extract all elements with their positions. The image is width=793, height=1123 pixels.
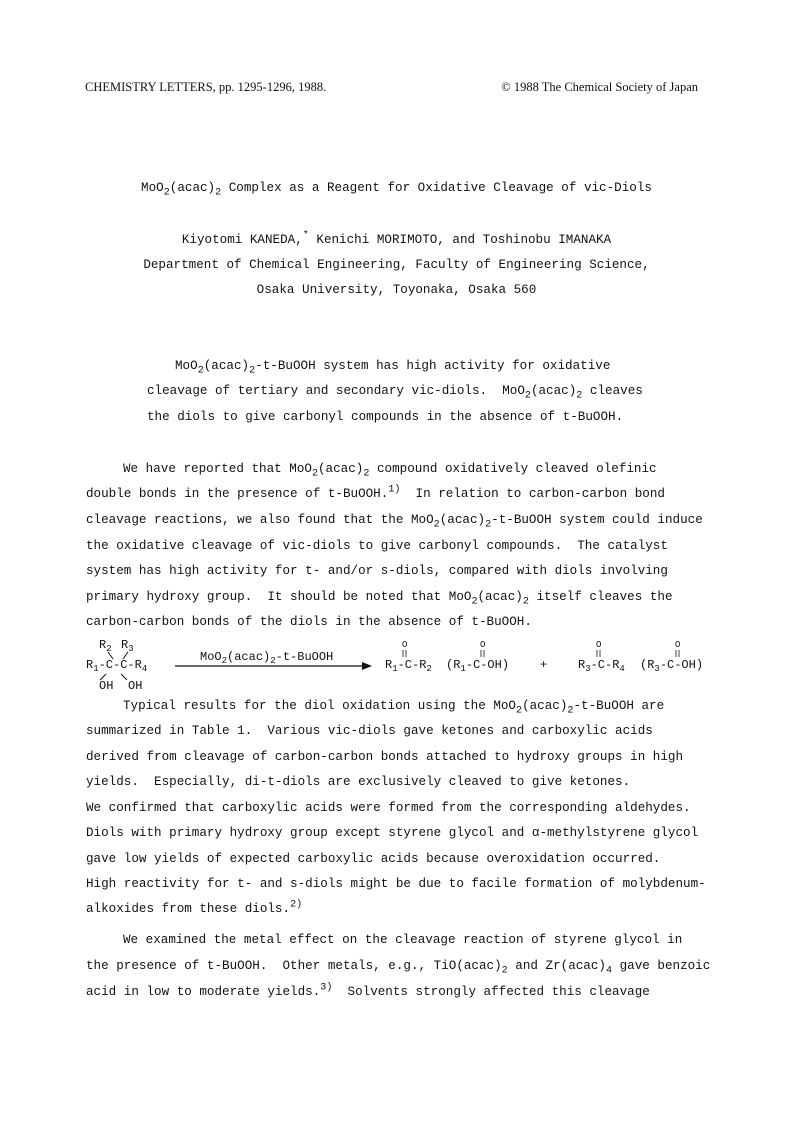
body-line: the oxidative cleavage of vic-diols to give carbonyl compounds. The catalyst (86, 539, 668, 553)
reaction-scheme (0, 630, 793, 700)
substituent-r2: $R_2$ (99, 638, 112, 654)
paper-title: $MoO_2(acac)_2$ Complex as a Reagent for Oxidative Cleavage of vic-Diols (141, 181, 652, 199)
body-line: cleavage reactions, we also found that the $MoO_2(acac)_2-t$-BuOOH system could induce (86, 513, 703, 531)
body-line: primary hydroxy group. It should be noted that $MoO_2(acac)_2$ itself cleaves the (86, 590, 673, 608)
journal-citation: CHEMISTRY LETTERS, pp. 1295-1296, 1988. (85, 80, 327, 94)
affiliation-line-2: Osaka University, Toyonaka, Osaka 560 (256, 283, 537, 297)
authors: Kiyotomi KANEDA,* Kenichi MORIMOTO, and Toshinobu IMANAKA (181, 230, 612, 247)
diol-backbone: $R_1-C-C-R_4$ (86, 658, 148, 674)
body-line: derived from cleavage of carbon-carbon bonds attached to hydroxy groups in high (86, 750, 684, 764)
acid-product-2: $(R_3-C-OH)$ (640, 658, 704, 674)
ketone-product-1: $R_1-C-R_2$ (385, 658, 432, 674)
reaction-scheme-drawing (0, 630, 793, 700)
body-line: summarized in Table 1. Various vic-diols gave ketones and carboxylic acids (86, 724, 653, 738)
body-line: carbon-carbon bonds of the diols in the absence of t-BuOOH. (86, 615, 532, 629)
abstract-line: the diols to give carbonyl compounds in the absence of t-BuOOH. (147, 410, 624, 424)
body-line: the presence of t-BuOOH. Other metals, e.g., $TiO(acac)_2$ and $Zr(acac)_4$ gave benzoic (86, 959, 711, 977)
body-line: High reactivity for t- and s-diols might be due to facile formation of molybdenum- (86, 877, 706, 891)
bond-line (121, 674, 127, 680)
substituent-r3: $R_3$ (121, 638, 134, 654)
ketone-product-2: $R_3-C-R_4$ (578, 658, 625, 674)
affiliation-line-1: Department of Chemical Engineering, Faculty of Engineering Science, (143, 258, 650, 272)
body-line: We examined the metal effect on the cleavage reaction of styrene glycol in (123, 933, 683, 947)
body-line: alkoxides from these diols.$^{2)}$ (86, 899, 303, 916)
carbonyl-oxygen: O (596, 640, 602, 650)
reagent-label: $MoO_2(acac)_2-t$-BuOOH (200, 650, 334, 666)
abstract-line: $MoO_2(acac)_2-t$-BuOOH system has high activity for oxidative (175, 359, 611, 377)
body-line: Diols with primary hydroxy group except styrene glycol and α-methylstyrene glycol (86, 826, 699, 840)
abstract-line: cleavage of tertiary and secondary vic-diols. $MoO_2(acac)_2$ cleaves (147, 384, 643, 402)
acid-product-1: $(R_1-C-OH)$ (446, 658, 510, 674)
arrow-head-icon (362, 662, 372, 670)
body-line: We have reported that $MoO_2(acac)_2$ compound oxidatively cleaved olefinic (123, 462, 657, 480)
body-line: Typical results for the diol oxidation using the $MoO_2(acac)_2-t$-BuOOH are (123, 699, 665, 717)
plus-sign: + (540, 658, 548, 672)
body-line: system has high activity for t- and/or s-diols, compared with diols involving (86, 564, 668, 578)
hydroxy-group: OH (128, 679, 143, 693)
carbonyl-oxygen: O (480, 640, 486, 650)
carbonyl-oxygen: O (402, 640, 408, 650)
body-line: gave low yields of expected carboxylic acids because overoxidation occurred. (86, 852, 661, 866)
body-line: yields. Especially, di-t-diols are exclusively cleaved to give ketones. (86, 775, 631, 789)
carbonyl-oxygen: O (675, 640, 681, 650)
copyright-notice: © 1988 The Chemical Society of Japan (501, 80, 698, 94)
body-line: double bonds in the presence of t-BuOOH.$^{1)}$ In relation to carbon-carbon bond (86, 484, 665, 501)
body-line: We confirmed that carboxylic acids were formed from the corresponding aldehydes. (86, 801, 691, 815)
hydroxy-group: OH (99, 679, 114, 693)
body-line: acid in low to moderate yields.$^{3)}$ Solvents strongly affected this cleavage (86, 982, 650, 999)
